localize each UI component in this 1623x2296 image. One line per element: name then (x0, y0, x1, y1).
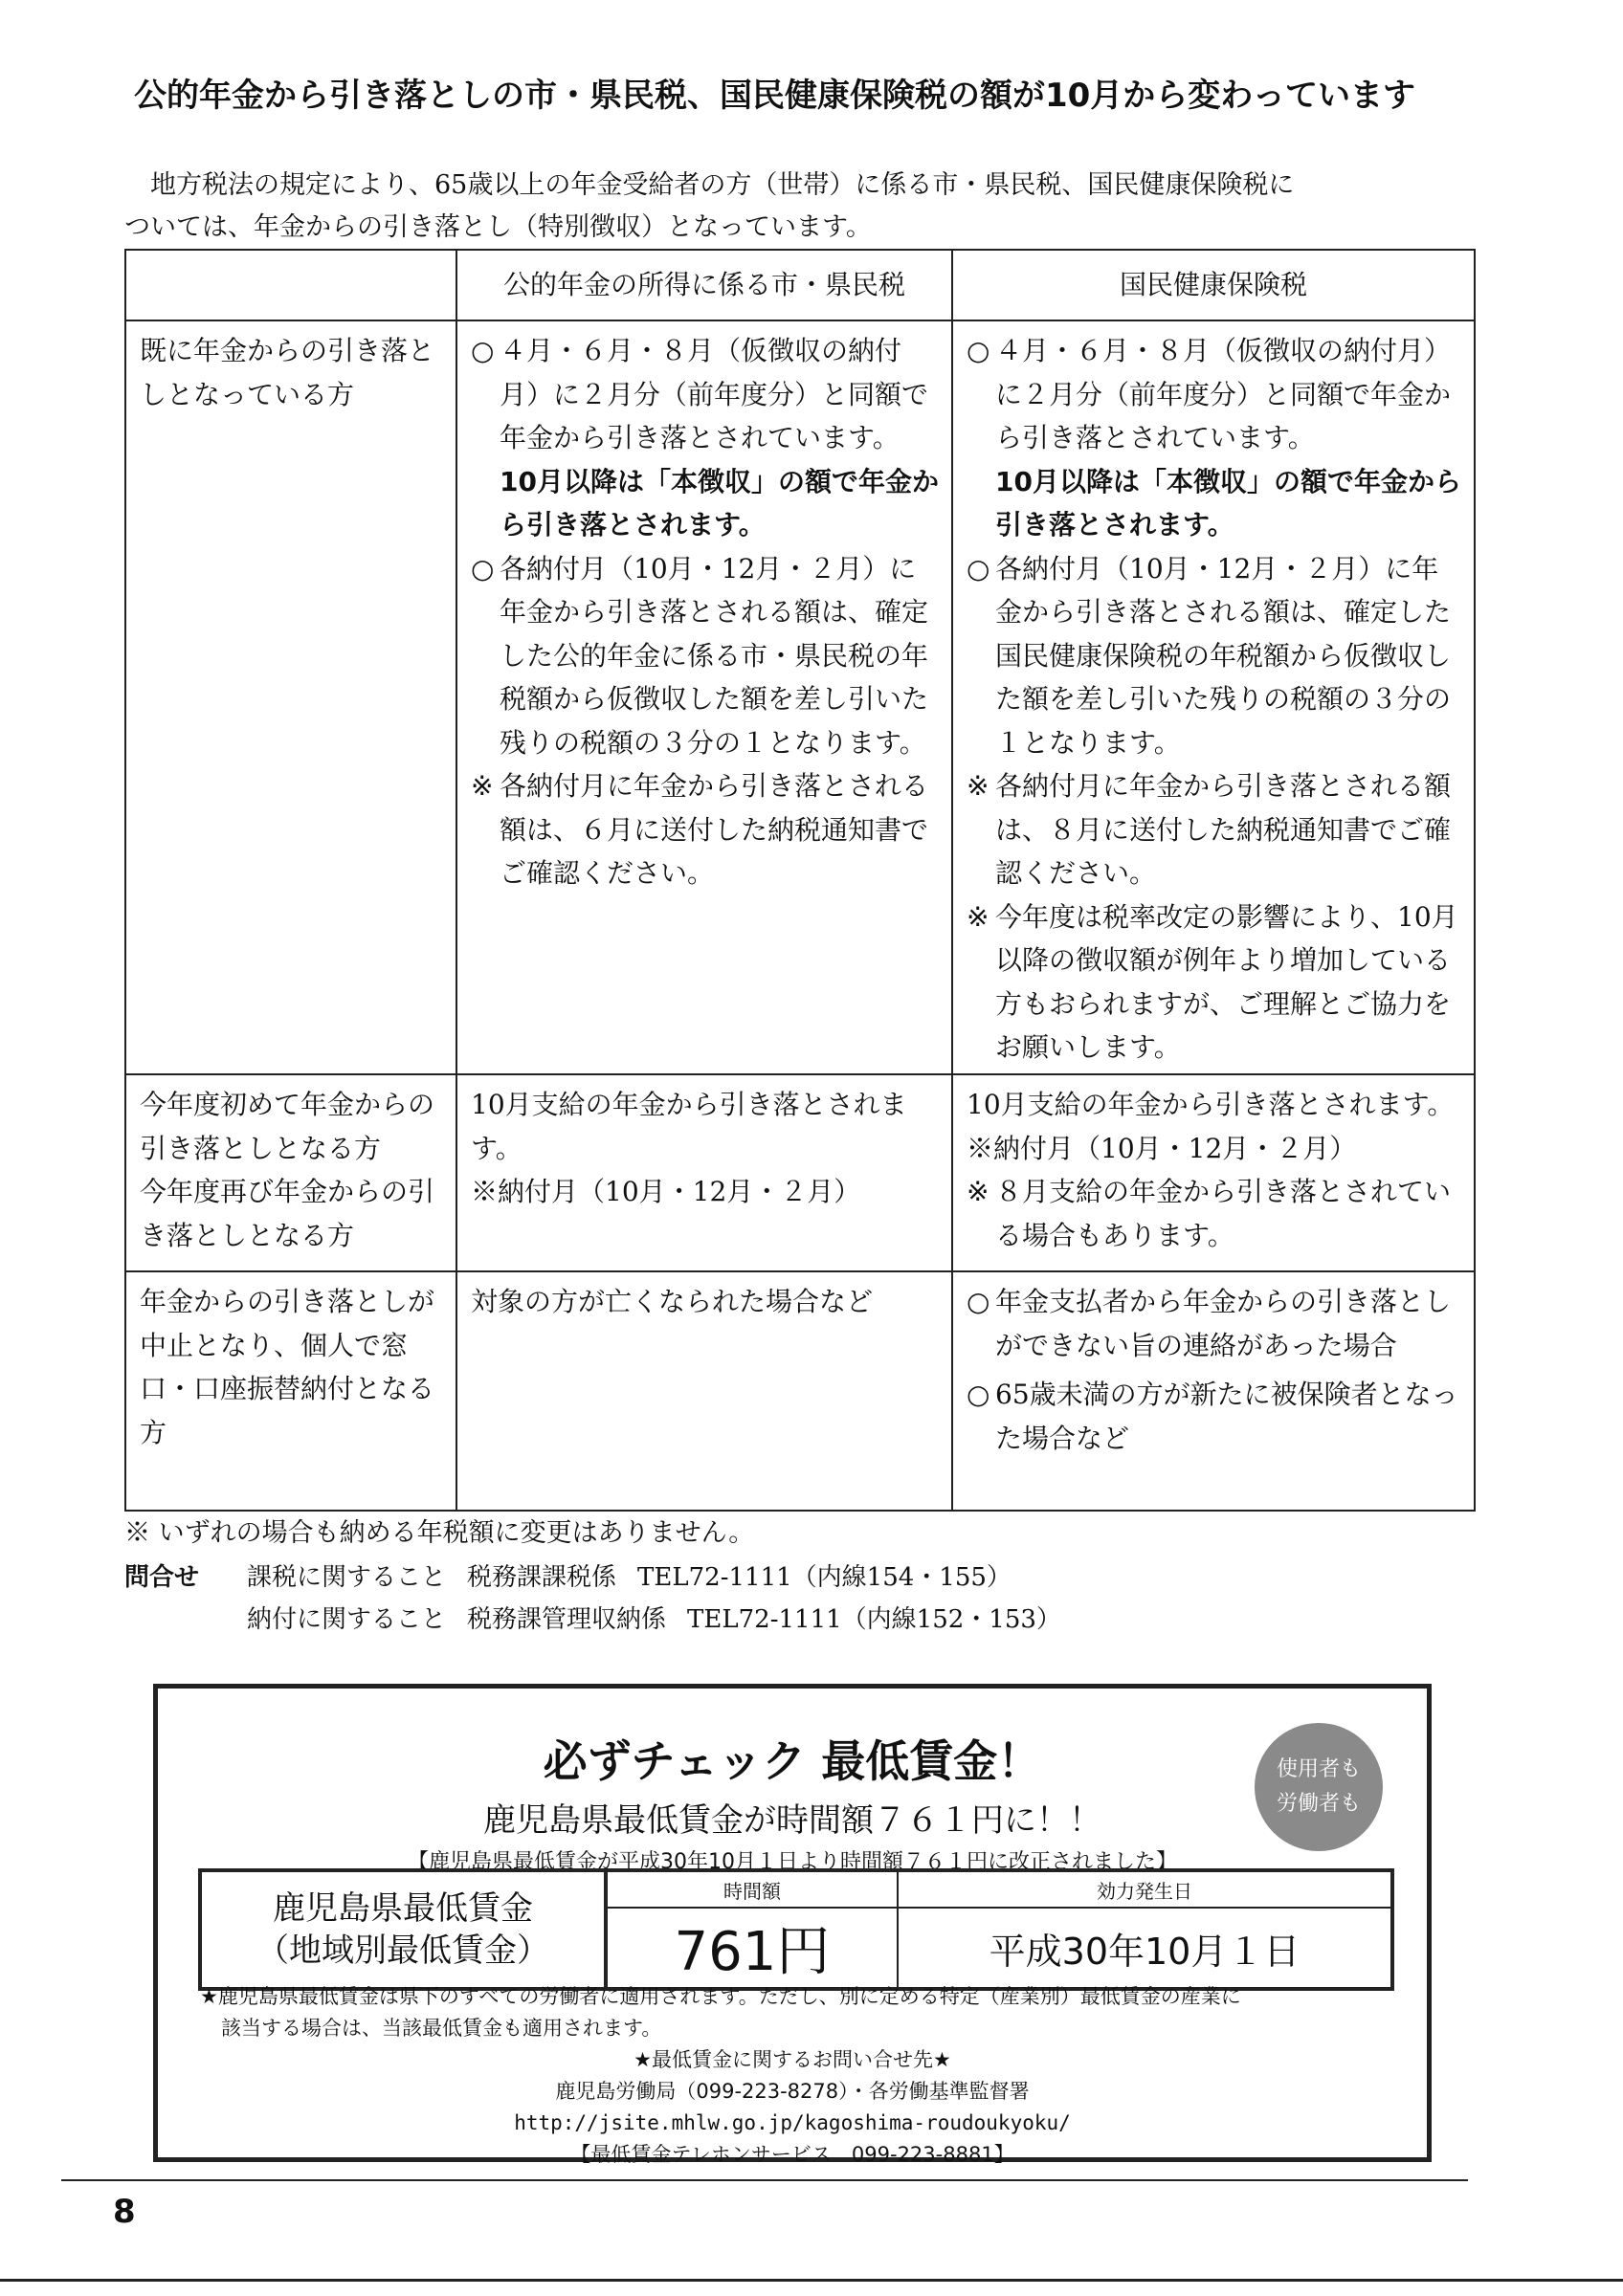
row2-label: 今年度初めて年金からの引き落としとなる方 今年度再び年金からの引き落としとなる方 (125, 1074, 456, 1271)
header-resident-tax: 公的年金の所得に係る市・県民税 (456, 250, 952, 320)
row2-resident-tax: 10月支給の年金から引き落とされます。 ※納付月（10月・12月・２月） (456, 1074, 952, 1271)
wage-table (198, 1868, 1394, 1991)
page-number: 8 (113, 2193, 136, 2231)
wage-revision-note: 【鹿児島県最低賃金が平成30年10月１日より時間額７６１円に改正されました】 (408, 1850, 1177, 1874)
contact-label: 問合せ (124, 1563, 200, 1592)
list-item: ○ 年金支払者から年金からの引き落としができない旨の連絡があった場合 (967, 1286, 1452, 1361)
minimum-wage-box (153, 1684, 1432, 2166)
list-item: ○ 各納付月（10月・12月・２月）に年金から引き落とされる額は、確定した国民健康保険税の年税額から仮徴収した額を差し引いた残りの税額の３分の１となります。 (967, 552, 1452, 759)
hourly-value: 761円 (606, 1908, 898, 1989)
header-empty (125, 250, 456, 320)
effective-date-header: 効力発生日 (898, 1870, 1392, 1908)
row1-health-insurance-tax (952, 320, 1475, 1074)
table-row (125, 1271, 1475, 1511)
table-header-row (125, 250, 1475, 320)
contact-row: 問合せ 課税に関すること 税務課課税係 TEL72-1111（内線154・155） (124, 1556, 1061, 1599)
tax-table (124, 249, 1476, 1512)
bottom-edge-line (0, 2279, 1623, 2282)
list-item: ※ 各納付月に年金から引き落とされる額は、６月に送付した納税通知書でご確認ください。 (471, 770, 929, 889)
list-item: ○ ４月・６月・８月（仮徴収の納付月）に２月分（前年度分）と同額で年金から引き落とされています。 (967, 335, 1452, 453)
hourly-header: 時間額 (606, 1870, 898, 1908)
contact-section (124, 1556, 1061, 1641)
tax-amount-note: ※ いずれの場合も納める年税額に変更はありません。 (124, 1518, 755, 1548)
wage-subtitle: 鹿児島県最低賃金が時間額７６１円に！！ (483, 1801, 1101, 1840)
intro-line-1: 地方税法の規定により、65歳以上の年金受給者の方（世帯）に係る市・県民税、国民健康保険税に (124, 170, 1295, 200)
wage-footnote: ★鹿児島県最低賃金は県下のすべての労働者に適用されます。ただし、別に定める特定（産業別）最低賃金の産業に 該当する場合は、当該最低賃金も適用されます。 (200, 1985, 1241, 2040)
table-row (125, 320, 1475, 1074)
footer-divider (61, 2179, 1468, 2181)
list-item: ○ 各納付月（10月・12月・２月）に年金から引き落とされる額は、確定した公的年金に係る市・県民税の年税額から仮徴収した額を差し引いた残りの税額の３分の１となります。 (471, 552, 929, 759)
list-item: ○ ４月・６月・８月（仮徴収の納付月）に２月分（前年度分）と同額で年金から引き落とされています。 (471, 335, 929, 453)
wage-title: 必ずチェック 最低賃金！ (543, 1735, 1042, 1787)
row1-label: 既に年金からの引き落としとなっている方 (125, 320, 456, 1074)
page-title: 公的年金から引き落としの市・県民税、国民健康保険税の額が10月から変わっています (134, 77, 1415, 115)
list-item: ※ 今年度は税率改定の影響により、10月以降の徴収額が例年より増加している方もおられますが、ご理解とご協力をお願いします。 (967, 900, 1458, 1063)
row3-resident-tax: 対象の方が亡くなられた場合など (456, 1271, 952, 1511)
bold-notice: 10月以降は「本徴収」の額で年金から引き落とされます。 (995, 465, 1461, 541)
table-row (125, 1074, 1475, 1271)
audience-badge: 使用者も 労働者も (1255, 1723, 1383, 1851)
list-item: ○ 65歳未満の方が新たに被保険者となった場合など (967, 1379, 1458, 1454)
row2-health-insurance-tax: 10月支給の年金から引き落とされます。 ※納付月（10月・12月・２月） ※ ８月支給の年金から引き落とされている場合もあります。 (952, 1074, 1475, 1271)
header-health-insurance-tax: 国民健康保険税 (952, 250, 1475, 320)
list-item: ※ 各納付月に年金から引き落とされる額は、８月に送付した納税通知書でご確認ください。 (967, 770, 1452, 889)
row3-label: 年金からの引き落としが中止となり、個人で窓口・口座振替納付となる方 (125, 1271, 456, 1511)
wage-label: 鹿児島県最低賃金 （地域別最低賃金） (200, 1870, 606, 1989)
wage-inquiry: ★最低賃金に関するお問い合せ先★ 鹿児島労働局（099-223-8278）・各労働基準監督署 http://jsite.mhlw.go.jp/kagoshima-roudoukyoku/ 【最低賃金テレホンサービス 099-223-8881】 (158, 2044, 1427, 2171)
effective-date-value: 平成30年10月１日 (898, 1908, 1392, 1989)
intro-paragraph (124, 165, 1483, 249)
bold-notice: 10月以降は「本徴収」の額で年金から引き落とされます。 (500, 465, 939, 541)
row1-resident-tax (456, 320, 952, 1074)
contact-row: 納付に関すること 税務課管理収納係 TEL72-1111（内線152・153） (247, 1605, 1061, 1634)
row3-health-insurance-tax (952, 1271, 1475, 1511)
inquiry-url: http://jsite.mhlw.go.jp/kagoshima-roudoukyoku/ (514, 2111, 1071, 2134)
intro-line-2: ついては、年金からの引き落とし（特別徴収）となっています。 (124, 212, 872, 242)
list-item: ※ ８月支給の年金から引き落とされている場合もあります。 (967, 1176, 1452, 1251)
